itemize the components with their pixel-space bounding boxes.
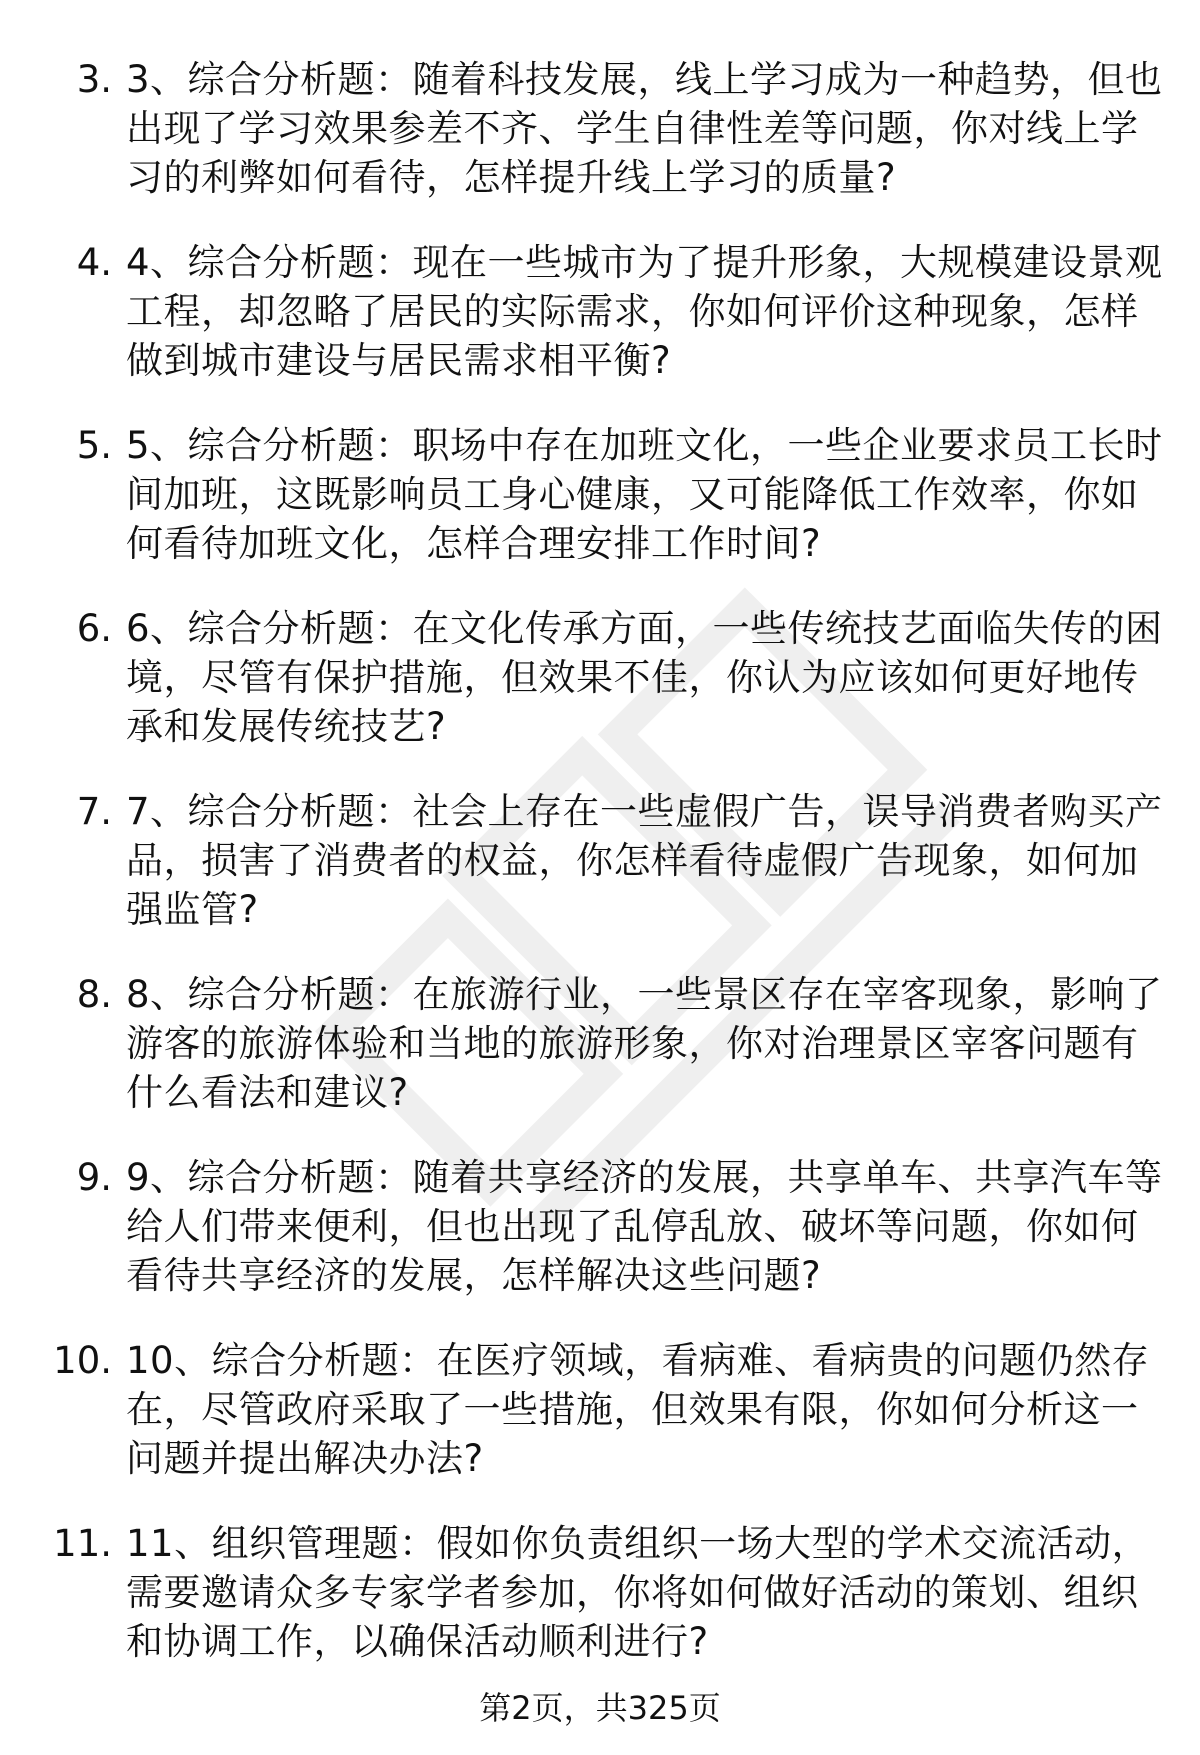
question-text: 11、组织管理题：假如你负责组织一场大型的学术交流活动，需要邀请众多专家学者参加，你将如何做好活动的策划、组织和协调工作，以确保活动顺利进行? [126,1522,1150,1663]
question-item [40,604,1165,751]
question-item [40,1519,1165,1666]
question-number: 9. [76,1156,112,1199]
question-text: 5、综合分析题：职场中存在加班文化，一些企业要求员工长时间加班，这既影响员工身心健康，又可能降低工作效率，你如何看待加班文化，怎样合理安排工作时间? [126,424,1163,565]
question-item [40,1336,1165,1483]
question-list [40,55,1165,1702]
question-text: 10、综合分析题：在医疗领域，看病难、看病贵的问题仍然存在，尽管政府采取了一些措施，但效果有限，你如何分析这一问题并提出解决办法? [126,1339,1150,1480]
question-text: 3、综合分析题：随着科技发展，线上学习成为一种趋势，但也出现了学习效果参差不齐、学生自律性差等问题，你对线上学习的利弊如何看待，怎样提升线上学习的质量? [126,58,1163,199]
question-text: 8、综合分析题：在旅游行业，一些景区存在宰客现象，影响了游客的旅游体验和当地的旅游形象，你对治理景区宰客问题有什么看法和建议? [126,973,1163,1114]
question-number: 11. [53,1522,112,1565]
question-item [40,55,1165,202]
question-number: 10. [53,1339,112,1382]
question-number: 4. [76,241,112,284]
question-text: 9、综合分析题：随着共享经济的发展，共享单车、共享汽车等给人们带来便利，但也出现了乱停乱放、破坏等问题，你如何看待共享经济的发展，怎样解决这些问题? [126,1156,1163,1297]
question-number: 5. [76,424,112,467]
question-text: 6、综合分析题：在文化传承方面，一些传统技艺面临失传的困境，尽管有保护措施，但效果不佳，你认为应该如何更好地传承和发展传统技艺? [126,607,1163,748]
question-item [40,970,1165,1117]
question-item [40,1153,1165,1300]
question-number: 3. [76,58,112,101]
page-number-label: 第2页，共325页 [479,1689,721,1727]
page-footer [0,1688,1200,1728]
question-text: 7、综合分析题：社会上存在一些虚假广告，误导消费者购买产品，损害了消费者的权益，你怎样看待虚假广告现象，如何加强监管? [126,790,1163,931]
question-number: 8. [76,973,112,1016]
question-number: 7. [76,790,112,833]
question-item [40,787,1165,934]
question-text: 4、综合分析题：现在一些城市为了提升形象，大规模建设景观工程，却忽略了居民的实际需求，你如何评价这种现象，怎样做到城市建设与居民需求相平衡? [126,241,1163,382]
question-number: 6. [76,607,112,650]
question-item [40,238,1165,385]
question-item [40,421,1165,568]
